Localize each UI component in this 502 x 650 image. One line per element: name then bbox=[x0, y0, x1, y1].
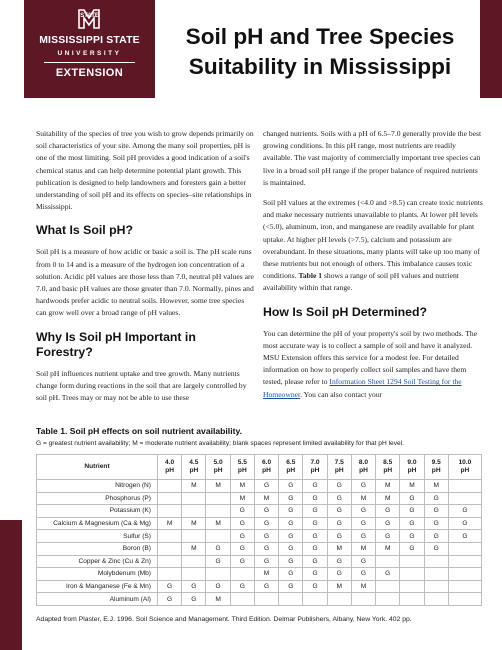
availability-cell: G bbox=[351, 555, 375, 568]
availability-cell: G bbox=[206, 580, 230, 593]
availability-cell: G bbox=[327, 505, 351, 518]
header-ph-10.0: 10.0 pH bbox=[448, 455, 481, 480]
continued-paragraph: changed nutrients. Soils with a pH of 6.5–7.0 generally provide the best growing conditions. In this pH range, most nutrients are readily available. The vast majority of commercially important tree species can live in a broad soil pH range if the proper balance of required nutrients is maintained. bbox=[263, 129, 482, 187]
availability-cell: M bbox=[254, 492, 278, 505]
header-ph-7.5: 7.5 pH bbox=[327, 455, 351, 480]
availability-cell: G bbox=[376, 568, 400, 581]
availability-cell bbox=[206, 492, 230, 505]
availability-cell: M bbox=[206, 593, 230, 606]
heading-what-is-soil-ph: What Is Soil pH? bbox=[36, 223, 134, 238]
availability-cell bbox=[206, 568, 230, 581]
availability-cell bbox=[303, 593, 327, 606]
nutrient-name: Molybdenum (Mb) bbox=[37, 568, 158, 581]
availability-cell: G bbox=[158, 593, 182, 606]
availability-cell: M bbox=[400, 480, 424, 493]
availability-cell: G bbox=[279, 580, 303, 593]
availability-cell bbox=[158, 555, 182, 568]
availability-cell bbox=[424, 568, 448, 581]
nutrient-name: Iron & Manganese (Fe & Mn) bbox=[37, 580, 158, 593]
availability-cell bbox=[448, 555, 481, 568]
table-note: G = greatest nutrient availability; M = moderate nutrient availability; blank spaces represent limited availability for that pH level. bbox=[36, 440, 404, 447]
availability-cell bbox=[206, 530, 230, 543]
info-sheet-link[interactable]: Information Sheet 1294 Soil Testing for the Homeowner bbox=[263, 377, 462, 399]
availability-cell bbox=[376, 580, 400, 593]
availability-cell: M bbox=[182, 542, 206, 555]
availability-cell: M bbox=[376, 480, 400, 493]
extremes-text: Soil pH values at the extremes (<4.0 and >8.5) can create toxic nutrients and make necessary nutrients unavailable to plants. At lower pH levels (<5.0), aluminum, iron, and manganese are readily available for plant uptake. At higher pH levels (>7.5), calcium and potassium are overabundant. In these situations, many plants will take up too many of these nutrients but not enough of others. This imbalance causes toxic conditions. bbox=[263, 198, 483, 281]
table-header-row bbox=[37, 455, 482, 480]
header-ph-5.0: 5.0 pH bbox=[206, 455, 230, 480]
availability-cell: M bbox=[182, 480, 206, 493]
left-column bbox=[36, 128, 254, 412]
availability-cell bbox=[230, 593, 254, 606]
availability-cell: G bbox=[303, 492, 327, 505]
availability-cell: G bbox=[303, 517, 327, 530]
availability-cell: G bbox=[303, 505, 327, 518]
availability-cell bbox=[206, 505, 230, 518]
availability-cell bbox=[327, 593, 351, 606]
availability-cell bbox=[448, 568, 481, 581]
availability-cell: M bbox=[158, 517, 182, 530]
availability-cell bbox=[182, 492, 206, 505]
title-line-1: Soil pH and Tree Species bbox=[185, 24, 455, 49]
availability-cell: G bbox=[303, 580, 327, 593]
table-row bbox=[37, 517, 482, 530]
availability-cell bbox=[158, 480, 182, 493]
title-line-2: Suitability in Mississippi bbox=[188, 54, 452, 79]
availability-cell: G bbox=[400, 492, 424, 505]
availability-cell bbox=[182, 568, 206, 581]
availability-cell bbox=[351, 593, 375, 606]
availability-cell: M bbox=[327, 542, 351, 555]
availability-cell: G bbox=[254, 517, 278, 530]
availability-cell: M bbox=[206, 480, 230, 493]
how-paragraph bbox=[263, 328, 483, 401]
availability-cell bbox=[254, 593, 278, 606]
availability-cell: G bbox=[254, 580, 278, 593]
table-row bbox=[37, 580, 482, 593]
availability-cell: M bbox=[206, 517, 230, 530]
logo-block bbox=[24, 0, 155, 98]
table-source: Adapted from Plaster, E.J. 1996. Soil Science and Management. Third Edition. Delmar Publishers, Albany, New York. 402 pp. bbox=[36, 616, 412, 623]
table-reference: Table 1 bbox=[298, 271, 323, 281]
availability-cell: M bbox=[351, 492, 375, 505]
availability-cell: M bbox=[376, 542, 400, 555]
availability-cell: G bbox=[448, 517, 481, 530]
availability-cell: G bbox=[327, 517, 351, 530]
availability-cell: M bbox=[230, 492, 254, 505]
nutrient-name: Copper & Zinc (Cu & Zn) bbox=[37, 555, 158, 568]
header-ph-7.0: 7.0 pH bbox=[303, 455, 327, 480]
intro-paragraph: Suitability of the species of tree you wish to grow depends primarily on soil characteristics of your site. Among the many soil properties, pH is one of the most limiting. Soil pH provides a good indication of a soil's chemical status and can help determine potential plant growth. This publication is designed to help landowners and foresters gain a better understanding of soil pH and its effects on species–site relationships in Mississippi. bbox=[36, 129, 254, 212]
availability-cell: G bbox=[400, 505, 424, 518]
header-ph-4.0: 4.0 pH bbox=[158, 455, 182, 480]
availability-cell: G bbox=[424, 542, 448, 555]
availability-cell: G bbox=[327, 568, 351, 581]
availability-cell: G bbox=[424, 530, 448, 543]
availability-cell: M bbox=[351, 542, 375, 555]
availability-cell: M bbox=[230, 480, 254, 493]
availability-cell: G bbox=[254, 555, 278, 568]
availability-cell: G bbox=[279, 542, 303, 555]
availability-cell: G bbox=[254, 505, 278, 518]
table-row bbox=[37, 530, 482, 543]
availability-cell: G bbox=[448, 505, 481, 518]
availability-cell: G bbox=[206, 542, 230, 555]
how-text: You can determine the pH of your property's soil by two methods. The most accurate way is to collect a sample of soil and have it analyzed. MSU Extension offers this service for a modest fee. For detailed information on how to properly collect soil samples and have them tested, please refer to bbox=[263, 328, 478, 387]
nutrient-name: Nitrogen (N) bbox=[37, 480, 158, 493]
availability-cell bbox=[158, 530, 182, 543]
footer-accent-bar bbox=[0, 520, 22, 650]
availability-cell: G bbox=[230, 505, 254, 518]
availability-cell: G bbox=[376, 530, 400, 543]
availability-cell: G bbox=[230, 517, 254, 530]
heading-why-important: Why Is Soil pH Important in Forestry? bbox=[36, 329, 196, 359]
ms-emblem-icon bbox=[77, 8, 101, 30]
header-ph-8.5: 8.5 pH bbox=[376, 455, 400, 480]
logo-university-name: MISSISSIPPI STATE bbox=[39, 35, 140, 46]
availability-cell: G bbox=[303, 542, 327, 555]
availability-cell: G bbox=[448, 530, 481, 543]
header-ph-8.0: 8.0 pH bbox=[351, 455, 375, 480]
availability-cell: G bbox=[351, 517, 375, 530]
page-title bbox=[160, 22, 480, 82]
availability-cell bbox=[158, 505, 182, 518]
extremes-text-end: shows a range of soil pH values and nutrient availability within that range. bbox=[263, 271, 459, 293]
table-row bbox=[37, 480, 482, 493]
header-ph-6.5: 6.5 pH bbox=[279, 455, 303, 480]
availability-cell: G bbox=[327, 530, 351, 543]
header-accent-bar bbox=[480, 0, 502, 98]
availability-cell: G bbox=[424, 505, 448, 518]
availability-cell bbox=[376, 593, 400, 606]
header-ph-6.0: 6.0 pH bbox=[254, 455, 278, 480]
availability-cell bbox=[400, 593, 424, 606]
availability-cell: G bbox=[351, 530, 375, 543]
availability-cell bbox=[400, 555, 424, 568]
availability-cell: G bbox=[400, 530, 424, 543]
availability-cell: G bbox=[351, 568, 375, 581]
availability-cell: G bbox=[376, 505, 400, 518]
logo-state: STATE bbox=[80, 13, 99, 19]
table-caption: Table 1. Soil pH effects on soil nutrient availability. bbox=[36, 426, 242, 436]
availability-cell: M bbox=[327, 580, 351, 593]
availability-cell: G bbox=[230, 555, 254, 568]
availability-cell: G bbox=[158, 580, 182, 593]
heading-how-determined: How Is Soil pH Determined? bbox=[263, 304, 427, 319]
availability-cell bbox=[158, 492, 182, 505]
availability-cell bbox=[158, 542, 182, 555]
availability-cell: G bbox=[400, 517, 424, 530]
availability-cell bbox=[182, 555, 206, 568]
header-ph-5.5: 5.5 pH bbox=[230, 455, 254, 480]
nutrient-table bbox=[36, 454, 482, 606]
availability-cell bbox=[424, 580, 448, 593]
availability-cell bbox=[448, 593, 481, 606]
availability-cell bbox=[400, 568, 424, 581]
nutrient-name: Boron (B) bbox=[37, 542, 158, 555]
header-ph-4.5: 4.5 pH bbox=[182, 455, 206, 480]
availability-cell: G bbox=[303, 568, 327, 581]
availability-cell: G bbox=[400, 542, 424, 555]
availability-cell: G bbox=[424, 492, 448, 505]
logo-extension: EXTENSION bbox=[55, 67, 124, 79]
table-row bbox=[37, 505, 482, 518]
table-row bbox=[37, 568, 482, 581]
availability-cell: G bbox=[327, 480, 351, 493]
availability-cell bbox=[400, 580, 424, 593]
availability-cell bbox=[448, 580, 481, 593]
availability-cell: G bbox=[303, 480, 327, 493]
header-ph-9.0: 9.0 pH bbox=[400, 455, 424, 480]
table-row bbox=[37, 555, 482, 568]
availability-cell: G bbox=[254, 542, 278, 555]
availability-cell bbox=[424, 555, 448, 568]
header-nutrient: Nutrient bbox=[37, 455, 158, 480]
availability-cell: G bbox=[303, 530, 327, 543]
availability-cell: M bbox=[182, 517, 206, 530]
nutrient-name: Phosphorus (P) bbox=[37, 492, 158, 505]
availability-cell: G bbox=[254, 530, 278, 543]
availability-cell: G bbox=[230, 542, 254, 555]
availability-cell: M bbox=[424, 480, 448, 493]
nutrient-name: Aluminum (Al) bbox=[37, 593, 158, 606]
table-row bbox=[37, 542, 482, 555]
availability-cell: G bbox=[279, 492, 303, 505]
availability-cell: G bbox=[279, 505, 303, 518]
availability-cell bbox=[182, 505, 206, 518]
availability-cell bbox=[182, 530, 206, 543]
availability-cell: G bbox=[351, 505, 375, 518]
availability-cell: G bbox=[230, 580, 254, 593]
availability-cell: G bbox=[424, 517, 448, 530]
availability-cell: M bbox=[376, 492, 400, 505]
availability-cell bbox=[448, 480, 481, 493]
right-column bbox=[263, 128, 483, 409]
availability-cell: G bbox=[254, 480, 278, 493]
availability-cell bbox=[448, 492, 481, 505]
why-paragraph: Soil pH influences nutrient uptake and tree growth. Many nutrients change form during reactions in the soil that are largely controlled by soil pH. Trees may or may not be able to use these bbox=[36, 368, 247, 403]
availability-cell: G bbox=[182, 580, 206, 593]
table-row bbox=[37, 593, 482, 606]
availability-cell: G bbox=[351, 480, 375, 493]
logo-divider bbox=[44, 62, 135, 63]
availability-cell bbox=[376, 555, 400, 568]
availability-cell: M bbox=[351, 580, 375, 593]
availability-cell: G bbox=[303, 555, 327, 568]
availability-cell bbox=[448, 542, 481, 555]
table-row bbox=[37, 492, 482, 505]
nutrient-name: Sulfur (S) bbox=[37, 530, 158, 543]
availability-cell: G bbox=[327, 492, 351, 505]
availability-cell bbox=[279, 593, 303, 606]
availability-cell: G bbox=[182, 593, 206, 606]
header-ph-9.5: 9.5 pH bbox=[424, 455, 448, 480]
availability-cell: G bbox=[376, 517, 400, 530]
availability-cell: G bbox=[279, 530, 303, 543]
logo-university-label: UNIVERSITY bbox=[57, 50, 122, 57]
nutrient-name: Calcium & Magnesium (Ca & Mg) bbox=[37, 517, 158, 530]
availability-cell: G bbox=[206, 555, 230, 568]
availability-cell bbox=[158, 568, 182, 581]
availability-cell: G bbox=[279, 555, 303, 568]
what-paragraph: Soil pH is a measure of how acidic or basic a soil is. The pH scale runs from 0 to 14 and is a measure of the hydrogen ion concentration of a solution. Acidic pH values are those less than 7.0, neutral pH values are 7.0, and basic pH values are those greater than 7.0. Normally, pines and hardwoods prefer acidic to neutral soils. However, some tree species can grow well over a broad range of pH values. bbox=[36, 247, 254, 318]
availability-cell: G bbox=[279, 480, 303, 493]
how-text-end: . You can also contact your bbox=[300, 389, 383, 399]
nutrient-name: Potassium (K) bbox=[37, 505, 158, 518]
availability-cell: G bbox=[279, 517, 303, 530]
availability-cell bbox=[230, 568, 254, 581]
availability-cell: G bbox=[230, 530, 254, 543]
availability-cell bbox=[424, 593, 448, 606]
extremes-paragraph bbox=[263, 197, 483, 295]
availability-cell: G bbox=[327, 555, 351, 568]
availability-cell: M bbox=[254, 568, 278, 581]
availability-cell: G bbox=[279, 568, 303, 581]
